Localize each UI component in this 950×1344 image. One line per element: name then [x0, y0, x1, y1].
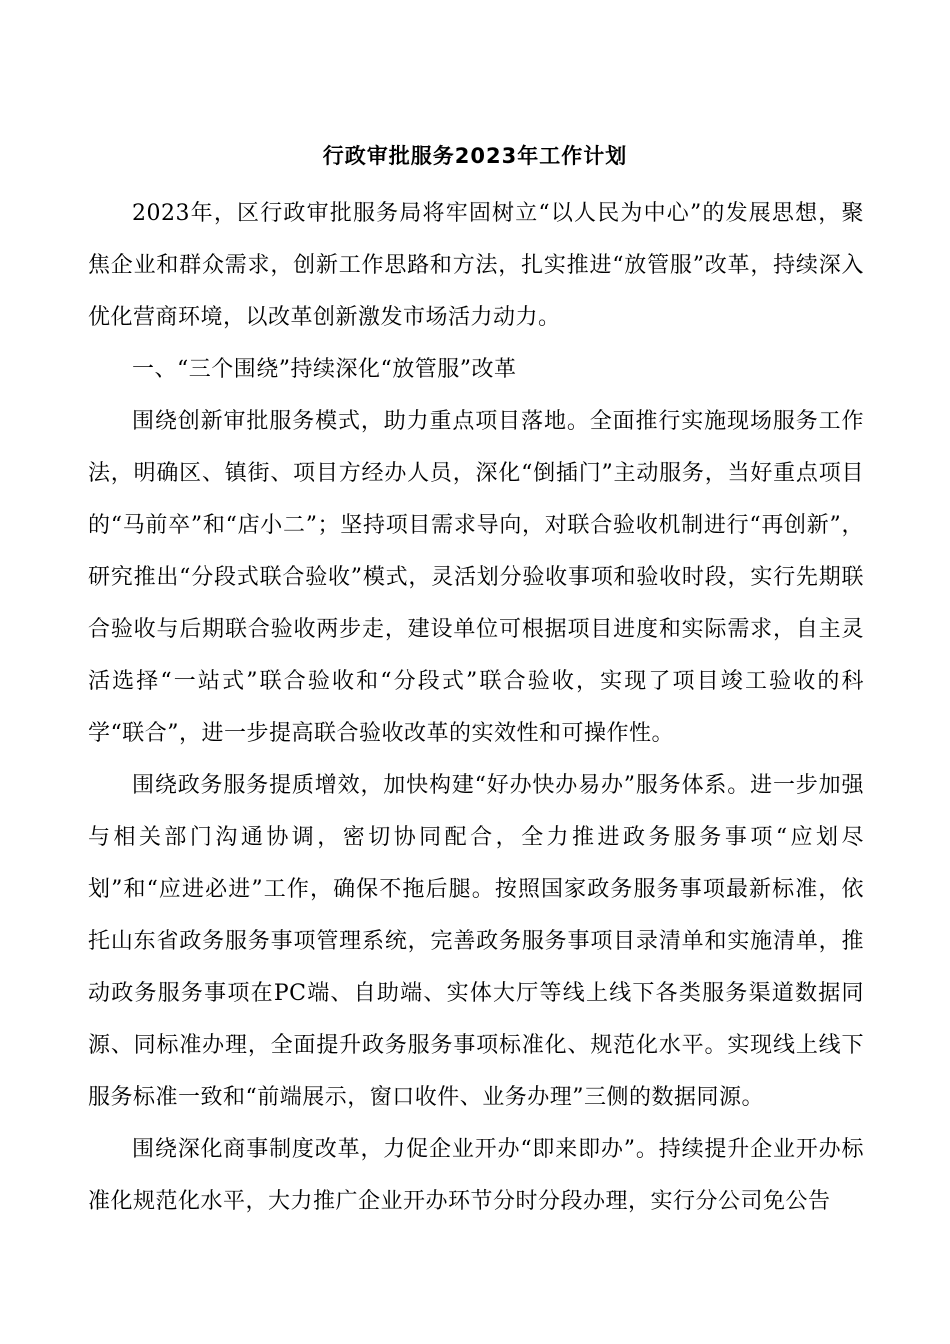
paragraph-intro: 2023年，区行政审批服务局将牢固树立“以人民为中心”的发展思想，聚焦企业和群众需求，创新工作思路和方法，扎实推进“放管服”改革，持续深入优化营商环境，以改革创新激发市场活力动力。 — [88, 201, 864, 330]
paragraph-container-3 — [88, 760, 864, 1124]
section-heading-container — [88, 344, 864, 396]
section-heading-1: 一、“三个围绕”持续深化“放管服”改革 — [132, 357, 517, 382]
paragraph-container-2 — [88, 396, 864, 760]
document-body — [88, 188, 864, 344]
document-title: 行政审批服务2023年工作计划 — [322, 144, 628, 168]
paragraph-approval-model: 围绕创新审批服务模式，助力重点项目落地。全面推行实施现场服务工作法，明确区、镇街、项目方经办人员，深化“倒插门”主动服务，当好重点项目的“马前卒”和“店小二”；坚持项目需求导向，对联合验收机制进行“再创新”，研究推出“分段式联合验收”模式，灵活划分验收事项和验收时段，实行先期联合验收与后期联合验收两步走，建设单位可根据项目进度和实际需求，自主灵活选择“一站式”联合验收和“分段式”联合验收，实现了项目竣工验收的科学“联合”，进一步提高联合验收改革的实效性和可操作性。 — [88, 409, 864, 746]
paragraph-government-service: 围绕政务服务提质增效，加快构建“好办快办易办”服务体系。进一步加强与相关部门沟通协调，密切协同配合，全力推进政务服务事项“应划尽划”和“应进必进”工作，确保不拖后腿。按照国家政务服务事项最新标准，依托山东省政务服务事项管理系统，完善政务服务事项目录清单和实施清单，推动政务服务事项在PC端、自助端、实体大厅等线上线下各类服务渠道数据同源、同标准办理，全面提升政务服务事项标准化、规范化水平。实现线上线下服务标准一致和“前端展示，窗口收件、业务办理”三侧的数据同源。 — [88, 773, 864, 1110]
paragraph-commercial-reform: 围绕深化商事制度改革，力促企业开办“即来即办”。持续提升企业开办标准化规范化水平，大力推广企业开办环节分时分段办理，实行分公司免公告 — [88, 1137, 864, 1214]
paragraph-container-4 — [88, 1124, 864, 1228]
